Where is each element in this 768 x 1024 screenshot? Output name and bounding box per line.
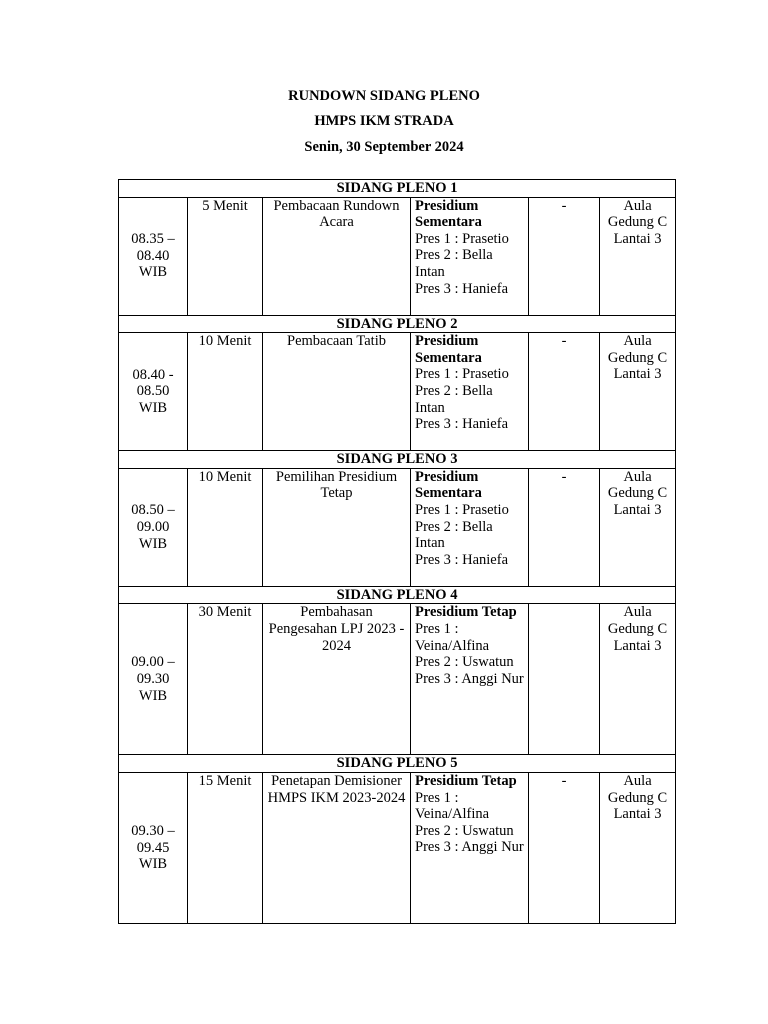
session-note	[529, 604, 600, 755]
presidium-member: Pres 2 : Uswatun	[415, 822, 514, 839]
session-duration: 30 Menit	[188, 604, 263, 755]
session-duration: 15 Menit	[188, 772, 263, 923]
session-heading: SIDANG PLENO 5	[119, 755, 676, 773]
session-heading-row	[119, 180, 676, 198]
session-row	[119, 604, 676, 755]
presidium-member: Pres 2 : Bella Intan	[415, 518, 493, 552]
session-presidium	[411, 468, 529, 586]
presidium-member: Pres 3 : Haniefa	[415, 416, 509, 433]
session-place: Aula Gedung C Lantai 3	[600, 197, 676, 315]
session-duration: 5 Menit	[188, 197, 263, 315]
session-time: 08.40 - 08.50 WIB	[119, 333, 188, 451]
session-agenda: Pembacaan Tatib	[263, 333, 411, 451]
session-row	[119, 772, 676, 923]
document-title: RUNDOWN SIDANG PLENO	[288, 88, 480, 104]
session-heading: SIDANG PLENO 3	[119, 451, 676, 469]
session-time: 09.30 – 09.45 WIB	[119, 772, 188, 923]
session-agenda: Pembahasan Pengesahan LPJ 2023 - 2024	[263, 604, 411, 755]
session-agenda: Pemilihan Presidium Tetap	[263, 468, 411, 586]
session-duration: 10 Menit	[188, 333, 263, 451]
session-heading: SIDANG PLENO 1	[119, 180, 676, 198]
presidium-member: Pres 1 : Prasetio	[415, 366, 509, 383]
presidium-member: Pres 2 : Bella Intan	[415, 247, 493, 280]
session-time: 09.00 – 09.30 WIB	[119, 604, 188, 755]
session-heading-row	[119, 451, 676, 469]
session-note: -	[529, 333, 600, 451]
organization-name: HMPS IKM STRADA	[314, 113, 454, 129]
presidium-member: Pres 3 : Anggi Nur	[415, 670, 524, 687]
session-duration: 10 Menit	[188, 468, 263, 586]
session-heading-row	[119, 315, 676, 333]
presidium-title: Presidium Sementara	[415, 333, 482, 366]
session-heading: SIDANG PLENO 4	[119, 586, 676, 604]
session-time: 08.35 – 08.40 WIB	[119, 197, 188, 315]
session-heading-row	[119, 755, 676, 773]
presidium-member: Pres 1 : Prasetio	[415, 501, 509, 518]
presidium-member: Pres 1 : Veina/Alfina	[415, 620, 490, 654]
session-place: Aula Gedung C Lantai 3	[600, 333, 676, 451]
session-place: Aula Gedung C Lantai 3	[600, 772, 676, 923]
session-agenda: Penetapan Demisioner HMPS IKM 2023-2024	[263, 772, 411, 923]
session-note: -	[529, 468, 600, 586]
session-place: Aula Gedung C Lantai 3	[600, 468, 676, 586]
session-presidium	[411, 772, 529, 923]
presidium-member: Pres 2 : Uswatun	[415, 654, 514, 671]
session-presidium	[411, 333, 529, 451]
session-note: -	[529, 772, 600, 923]
presidium-title: Presidium Tetap	[415, 604, 517, 621]
presidium-member: Pres 1 : Veina/Alfina	[415, 789, 490, 823]
session-heading-row	[119, 586, 676, 604]
session-row	[119, 468, 676, 586]
session-heading: SIDANG PLENO 2	[119, 315, 676, 333]
presidium-title: Presidium Sementara	[415, 468, 482, 502]
presidium-title: Presidium Tetap	[415, 772, 517, 789]
presidium-member: Pres 3 : Haniefa	[415, 280, 509, 297]
session-row	[119, 333, 676, 451]
rundown-table	[118, 179, 676, 924]
presidium-title: Presidium Sementara	[415, 197, 482, 231]
session-note: -	[529, 197, 600, 315]
session-agenda: Pembacaan Rundown Acara	[263, 197, 411, 315]
presidium-member: Pres 2 : Bella Intan	[415, 382, 493, 416]
presidium-member: Pres 3 : Haniefa	[415, 551, 509, 568]
presidium-member: Pres 3 : Anggi Nur	[415, 839, 524, 856]
session-presidium	[411, 604, 529, 755]
session-presidium	[411, 197, 529, 315]
session-place: Aula Gedung C Lantai 3	[600, 604, 676, 755]
session-time: 08.50 – 09.00 WIB	[119, 468, 188, 586]
event-date: Senin, 30 September 2024	[304, 139, 464, 155]
session-row	[119, 197, 676, 315]
presidium-member: Pres 1 : Prasetio	[415, 230, 509, 247]
